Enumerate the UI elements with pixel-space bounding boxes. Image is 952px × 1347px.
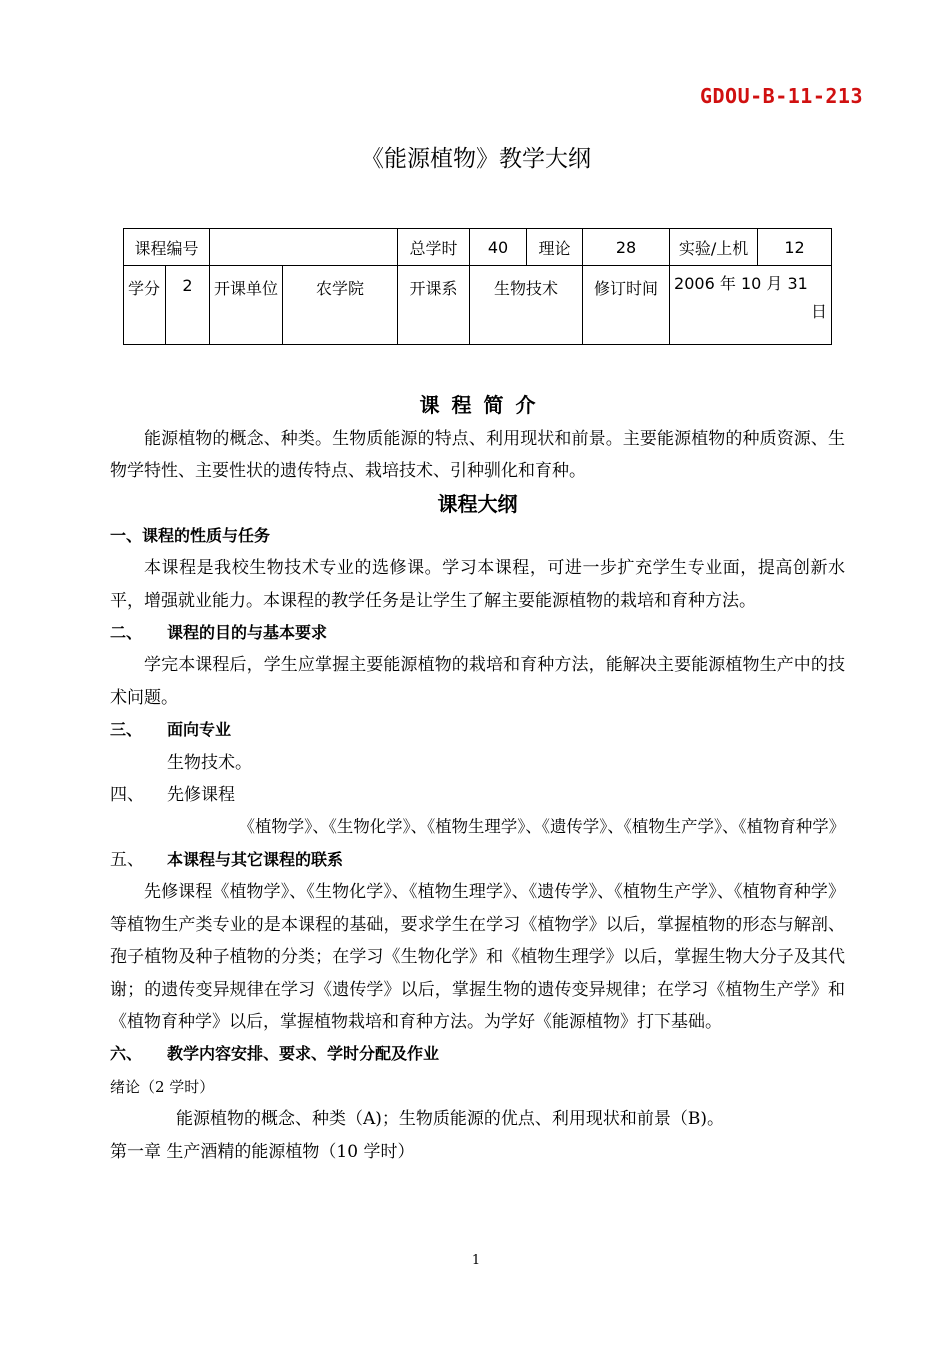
- section-4-title: 先修课程: [167, 785, 235, 806]
- page-number: 1: [471, 1253, 481, 1268]
- section-4-heading: [110, 779, 845, 811]
- theory-value: 28: [583, 229, 670, 266]
- credit-label: 学分: [124, 266, 166, 345]
- lab-label: 实验/上机: [670, 229, 758, 266]
- section-5-title: 本课程与其它课程的联系: [167, 849, 344, 869]
- section-3-title: 面向专业: [167, 720, 232, 740]
- dept-value: 生物技术: [470, 266, 583, 345]
- credit-value: 2: [166, 266, 210, 345]
- section-3-text: 生物技术。: [167, 752, 252, 773]
- section-2-number: 二、: [110, 623, 143, 643]
- section-5-heading: [110, 844, 845, 876]
- unit-value: 农学院: [283, 266, 398, 345]
- intro-chapter-text: 能源植物的概念、种类（A)；生物质能源的优点、利用现状和前景（B)。: [176, 1109, 725, 1130]
- document-body: [110, 385, 845, 1168]
- document-title: 《能源植物》教学大纲: [361, 146, 591, 172]
- theory-label: 理论: [527, 229, 583, 266]
- section-2-heading: [110, 617, 845, 649]
- chapter-1-heading: 第一章 生产酒精的能源植物（10 学时）: [110, 1141, 415, 1162]
- section-5-text: 先修课程《植物学》、《生物化学》、《植物生理学》、《遗传学》、《植物生产学》、《植物育种学》等植物生产类专业的是本课程的基础，要求学生在学习《植物学》以后，掌握植物的形态与解剖、孢子植物及种子植物的分类；在学习《生物化学》和《植物生理学》以后，掌握生物大分子及其代谢；的遗传变异规律在学习《遗传学》以后，掌握生物的遗传变异规律；在学习《植物生产学》和《植物育种学》以后，掌握植物栽培和育种方法。为学好《能源植物》打下基础。: [110, 882, 845, 1032]
- section-3-heading: [110, 714, 845, 746]
- section-4-number: 四、: [110, 785, 144, 806]
- lab-value: 12: [758, 229, 832, 266]
- section-6-heading: [110, 1038, 845, 1070]
- total-hours-value: 40: [470, 229, 527, 266]
- outline-heading: 课程大纲: [437, 491, 518, 516]
- unit-label: 开课单位: [210, 266, 283, 345]
- intro-text: 能源植物的概念、种类。生物质能源的特点、利用现状和前景。主要能源植物的种质资源、生物学特性、主要性状的遗传特点、栽培技术、引种驯化和育种。: [110, 429, 845, 482]
- intro-heading: 课程简介: [419, 393, 548, 417]
- dept-label: 开课系: [398, 266, 470, 345]
- total-hours-label: 总学时: [398, 229, 470, 266]
- revised-label: 修订时间: [583, 266, 670, 345]
- section-1-heading: 一、课程的性质与任务: [110, 525, 271, 545]
- section-2-title: 课程的目的与基本要求: [167, 623, 328, 643]
- section-5-number: 五、: [110, 849, 144, 870]
- section-1-text: 本课程是我校生物技术专业的选修课。学习本课程，可进一步扩充学生专业面，提高创新水平，增强就业能力。本课程的教学任务是让学生了解主要能源植物的栽培和育种方法。: [110, 558, 845, 611]
- revised-date-line2: 日: [811, 302, 828, 321]
- section-4-text: 《植物学》、《生物化学》、《植物生理学》、《遗传学》、《植物生产学》、《植物育种学》: [238, 817, 845, 837]
- revised-date-line1: 2006 年 10 月 31: [674, 274, 808, 293]
- document-code: GDOU-B-11-213: [699, 84, 863, 108]
- intro-chapter-heading: 绪论（2 学时）: [110, 1077, 215, 1096]
- section-6-number: 六、: [110, 1044, 143, 1064]
- course-code-label: 课程编号: [124, 229, 210, 266]
- section-3-number: 三、: [110, 720, 143, 740]
- section-2-text: 学完本课程后，学生应掌握主要能源植物的栽培和育种方法，能解决主要能源植物生产中的技术问题。: [110, 655, 845, 708]
- course-code-value: [210, 229, 398, 266]
- revised-date: [670, 266, 832, 345]
- section-6-title: 教学内容安排、要求、学时分配及作业: [167, 1044, 440, 1064]
- course-info-table: [123, 228, 832, 345]
